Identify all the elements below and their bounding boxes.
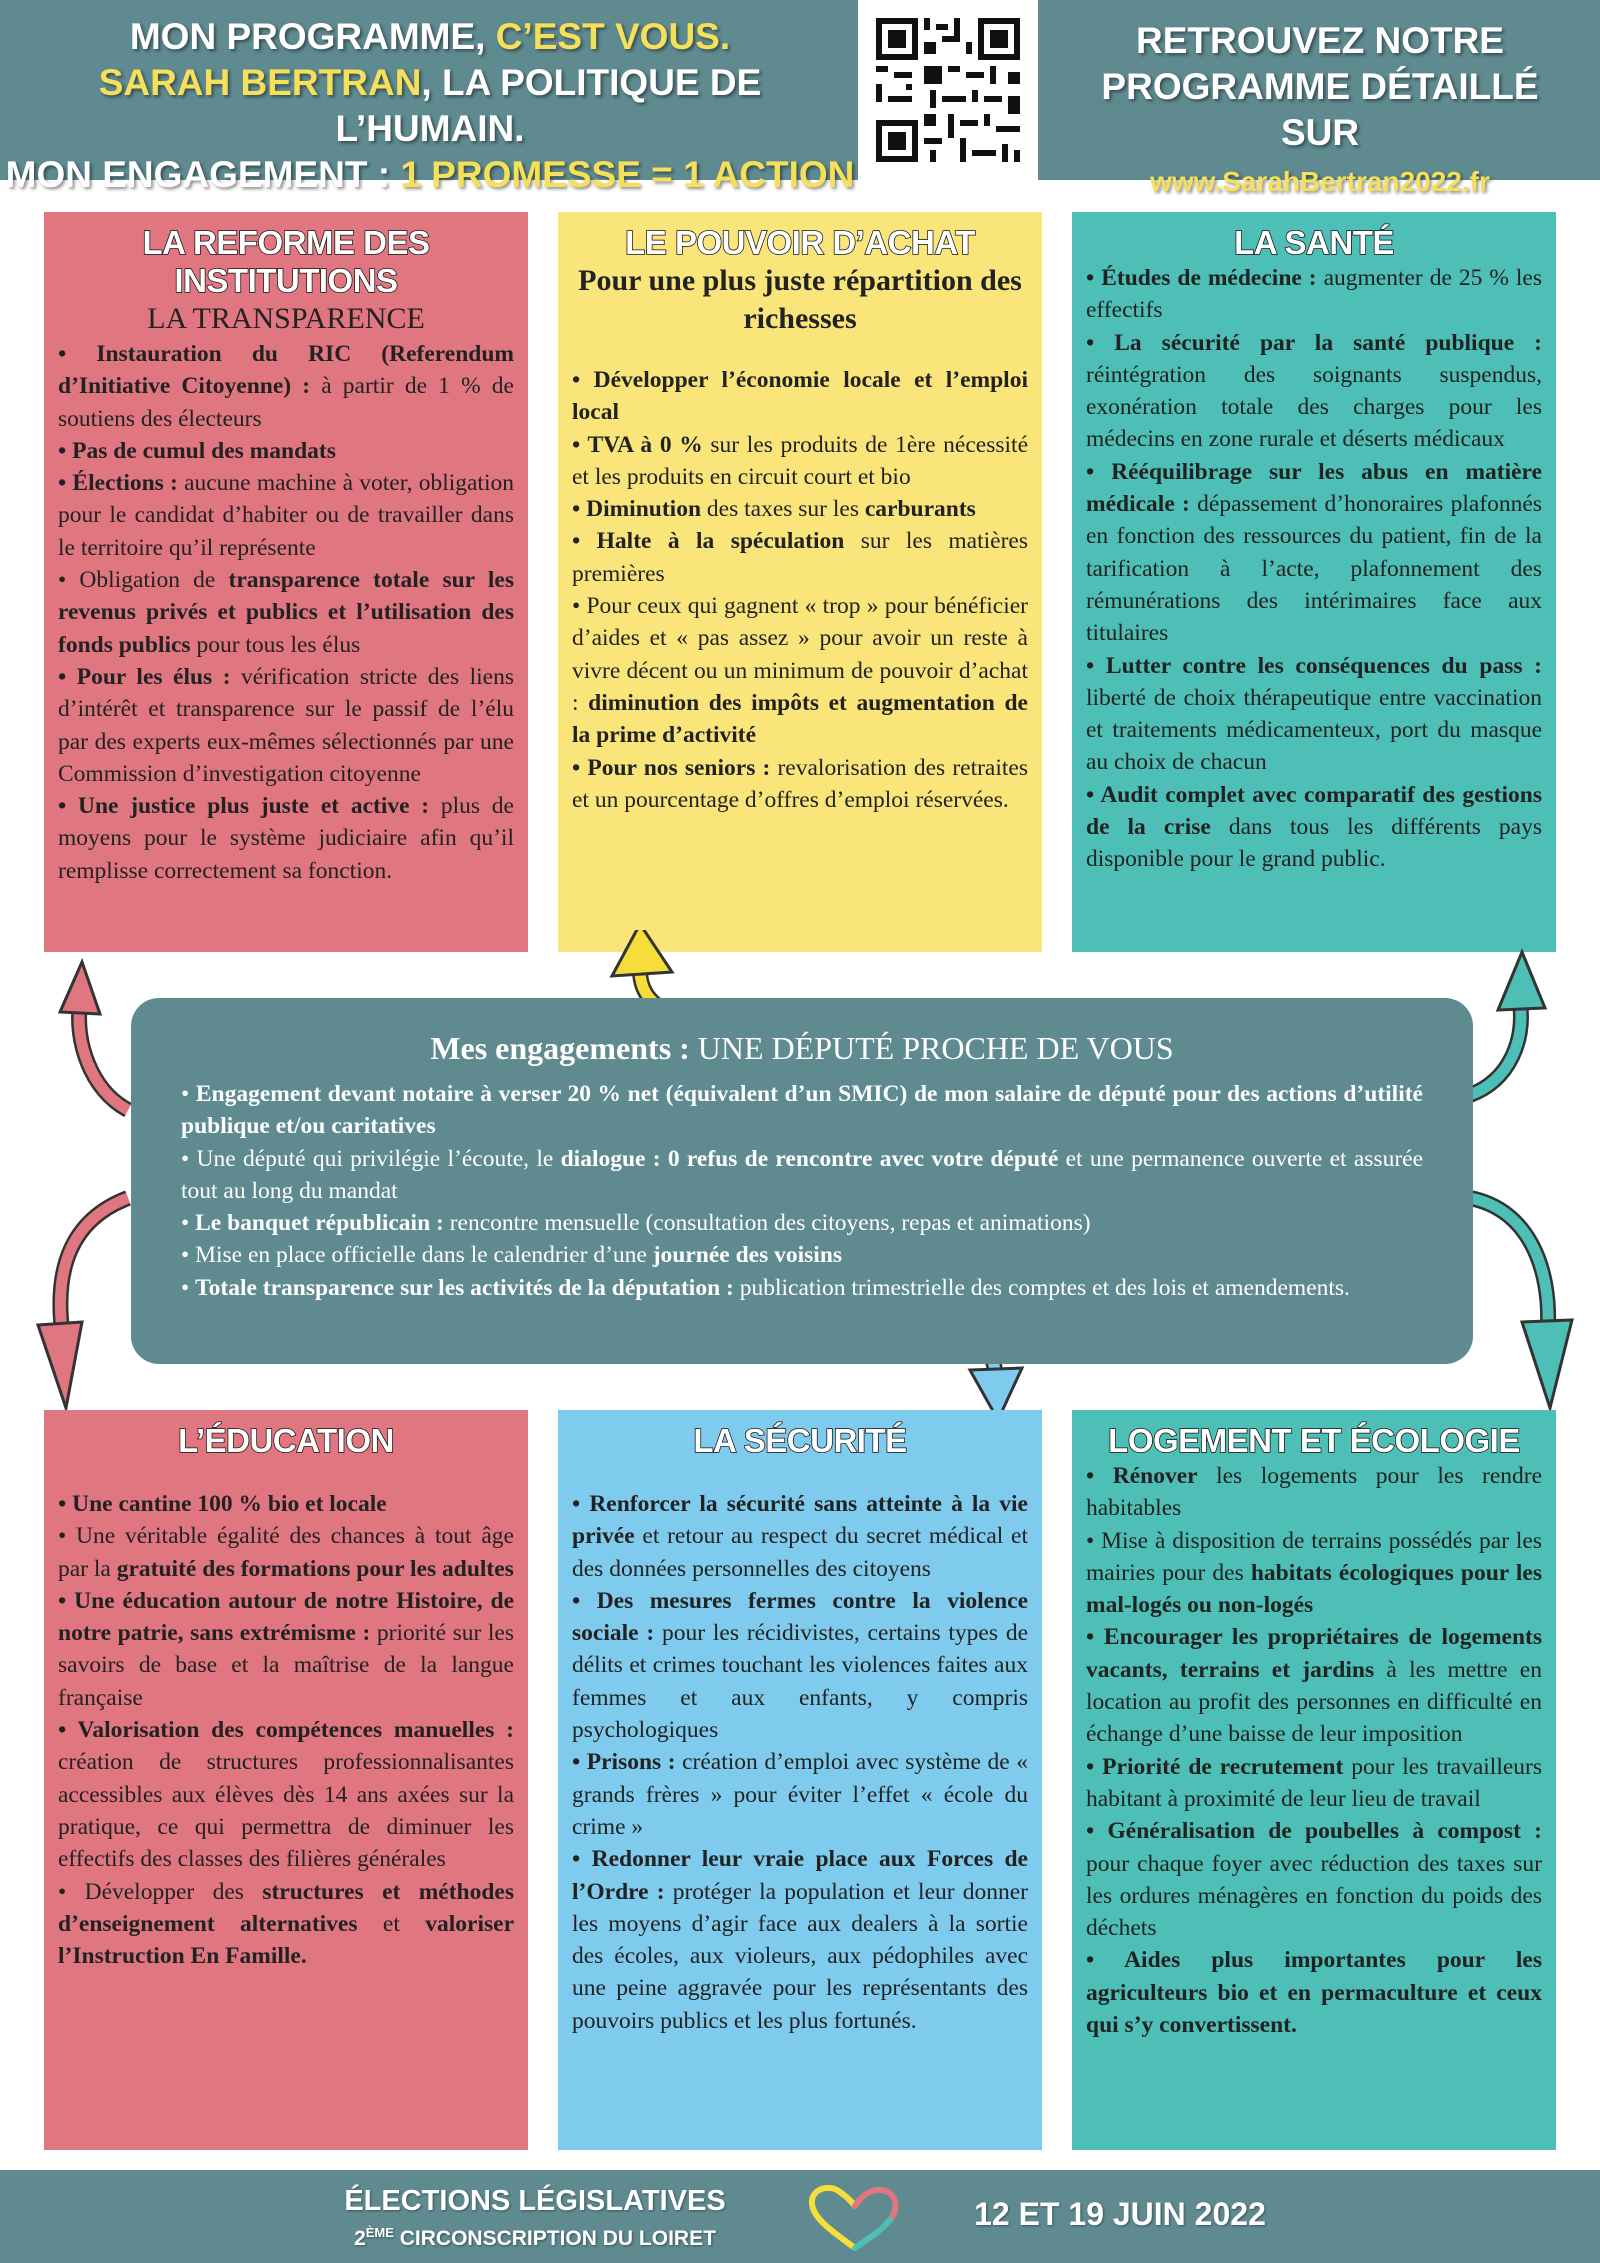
list-item: • Totale transparence sur les activités de la députation : publication trimestrielle des comptes et des lois et amendements. <box>181 1274 1350 1301</box>
securite-list <box>572 1488 1028 2037</box>
list-item: • Mise en place officielle dans le calendrier d’une journée des voisins <box>181 1242 843 1269</box>
heart-logo-icon <box>800 2182 910 2254</box>
footer-election-info <box>330 2184 740 2254</box>
circonscription-label: 2ÈME CIRCONSCRIPTION DU LOIRET <box>354 2225 716 2250</box>
list-item: • Aides plus importantes pour les agriculteurs bio et en permaculture et ceux qui s’y convertissent. <box>1086 1947 1542 2039</box>
list-item: • Engagement devant notaire à verser 20 % net (équivalent d’un SMIC) de mon salaire de député pour des actions d’utilité publique et/ou caritatives <box>181 1081 1423 1140</box>
arrow-down-right-icon <box>1470 1198 1572 1408</box>
list-item: • Redonner leur vraie place aux Forces de l’Ordre : protéger la population et leur donner les moyens d’agir face aux dealers à la sortie des écoles, aux violeurs, aux pédophiles avec une peine aggravée pour les représentants des pouvoirs publics et les plus fortunés. <box>572 1846 1028 2034</box>
footer-banner <box>0 2170 1600 2263</box>
institutions-title-line1: LA REFORME DES <box>142 224 430 261</box>
header-slogan <box>0 14 860 198</box>
securite-box <box>558 1410 1042 2150</box>
pouvoir-achat-box <box>558 212 1042 952</box>
header-website-block <box>1060 18 1580 200</box>
list-item: • Lutter contre les conséquences du pass : liberté de choix thérapeutique entre vaccination et traitements médicamenteux, port du masque au choix de chacun <box>1086 652 1542 776</box>
list-item: • Une député qui privilégie l’écoute, le dialogue : 0 refus de rencontre avec votre député et une permanence ouverte et assurée tout au long du mandat <box>181 1145 1423 1204</box>
education-box <box>44 1410 528 2150</box>
engagements-list <box>181 1078 1423 1304</box>
list-item: • Rénover les logements pour les rendre habitables <box>1086 1463 1543 1522</box>
logement-list <box>1086 1460 1542 2041</box>
website-line2: PROGRAMME DÉTAILLÉ SUR <box>1101 66 1539 153</box>
securite-title: LA SÉCURITÉ <box>693 1422 907 1459</box>
institutions-box <box>44 212 528 952</box>
logement-title: LOGEMENT ET ÉCOLOGIE <box>1108 1422 1520 1459</box>
list-item: • TVA à 0 % sur les produits de 1ère nécessité et les produits en circuit court et bio <box>572 431 1029 490</box>
list-item: • Encourager les propriétaires de logements vacants, terrains et jardins à les mettre en location au profit des personnes en difficulté en échange d’une baisse de leur imposition <box>1086 1624 1542 1748</box>
arrow-up-left-icon <box>60 962 128 1110</box>
website-line1: RETROUVEZ NOTRE <box>1136 20 1504 61</box>
logement-box <box>1072 1410 1556 2150</box>
list-item: • Une justice plus juste et active : plus de moyens pour le système judiciaire afin qu’il remplisse correctement sa fonction. <box>58 793 514 884</box>
institutions-list <box>58 338 514 887</box>
list-item: • Prisons : création d’emploi avec système de « grands frères » pour éviter l’effet « école du crime » <box>572 1749 1028 1840</box>
slogan-line3: MON ENGAGEMENT : <box>5 154 401 195</box>
list-item: • Halte à la spéculation sur les matières premières <box>572 528 1028 587</box>
list-item: • Pour nos seniors : revalorisation des retraites et un pourcentage d’offres d’emploi réservées. <box>572 754 1028 813</box>
website-link[interactable]: www.SarahBertran2022.fr <box>1150 166 1490 197</box>
slogan-line2: , LA POLITIQUE DE L’HUMAIN. <box>335 62 762 149</box>
sante-list <box>1086 262 1542 876</box>
list-item: • Diminution des taxes sur les carburants <box>572 496 976 523</box>
arrow-down-left-icon <box>38 1198 128 1408</box>
qr-code-icon <box>858 0 1038 180</box>
list-item: • Valorisation des compétences manuelles : création de structures professionnalisantes accessibles aux élèves dès 14 ans axées sur la pratique, ce qui permettra de diminuer les effectifs des classes des filières générales <box>58 1717 514 1873</box>
sante-title: LA SANTÉ <box>1234 224 1394 261</box>
sante-box <box>1072 212 1556 952</box>
slogan-line3-accent: 1 PROMESSE = 1 ACTION <box>400 154 855 195</box>
pouvoir-subtitle: Pour une plus juste répartition des richesses <box>578 264 1022 335</box>
institutions-subtitle: LA TRANSPARENCE <box>147 302 425 335</box>
list-item: • La sécurité par la santé publique : réintégration des soignants suspendus, exonération totale des charges pour les médecins en zone rurale et déserts médicaux <box>1086 329 1542 453</box>
list-item: • Une éducation autour de notre Histoire, de notre patrie, sans extrémisme : priorité sur les savoirs de base et la maîtrise de la langue française <box>58 1587 514 1711</box>
list-item: • Instauration du RIC (Referendum d’Initiative Citoyenne) : à partir de 1 % de soutiens des électeurs <box>58 341 514 432</box>
list-item: • Développer l’économie locale et l’emploi local <box>572 367 1028 426</box>
election-dates: 12 ET 19 JUIN 2022 <box>974 2196 1266 2232</box>
list-item: • Le banquet républicain : rencontre mensuelle (consultation des citoyens, repas et animations) <box>181 1210 1091 1237</box>
list-item: • Rééquilibrage sur les abus en matière médicale : dépassement d’honoraires plafonnés en fonction des ressources du patient, fin de la tarification à l’acte, plafonnement des rémunérations des intérimaires face aux titulaires <box>1086 458 1542 647</box>
list-item: • Audit complet avec comparatif des gestions de la crise dans tous les différents pays disponible pour le grand public. <box>1086 781 1542 873</box>
pouvoir-title: LE POUVOIR D’ACHAT <box>625 224 975 261</box>
pouvoir-list <box>572 364 1028 816</box>
list-item: • Études de médecine : augmenter de 25 % les effectifs <box>1086 265 1542 324</box>
slogan-line1-accent: C’EST VOUS. <box>495 16 731 57</box>
qr-code[interactable] <box>858 0 1038 180</box>
institutions-title-line2: INSTITUTIONS <box>174 262 398 299</box>
engagements-panel <box>131 998 1473 1364</box>
list-item: • Une véritable égalité des chances à tout âge par la gratuité des formations pour les adultes <box>58 1523 514 1582</box>
list-item: • Des mesures fermes contre la violence sociale : pour les récidivistes, certains types de délits et crimes touchant les violences faites aux femmes et aux enfants, y compris psychologiques <box>572 1587 1028 1744</box>
engagements-title: Mes engagements : UNE DÉPUTÉ PROCHE DE VOUS <box>430 1030 1174 1066</box>
list-item: • Priorité de recrutement pour les travailleurs habitant à proximité de leur lieu de travail <box>1086 1753 1543 1812</box>
list-item: • Généralisation de poubelles à compost : pour chaque foyer avec réduction des taxes sur les ordures ménagères en fonction du poids des déchets <box>1086 1818 1542 1942</box>
list-item: • Renforcer la sécurité sans atteinte à la vie privée et retour au respect du secret médical et des données personnelles des citoyens <box>572 1491 1028 1582</box>
list-item: • Pas de cumul des mandats <box>58 437 336 464</box>
list-item: • Une cantine 100 % bio et locale <box>58 1491 387 1517</box>
list-item: • Obligation de transparence totale sur les revenus privés et publics et l’utilisation des fonds publics pour tous les élus <box>58 567 514 658</box>
list-item: • Pour ceux qui gagnent « trop » pour bénéficier d’aides et « pas assez » pour avoir un reste à vivre décent ou un minimum de pouvoir d’achat : diminution des impôts et augmentation de la prime d’activité <box>572 593 1028 749</box>
list-item: • Élections : aucune machine à voter, obligation pour le candidat d’habiter ou de travailler dans le territoire qu’il représente <box>58 470 514 561</box>
list-item: • Développer des structures et méthodes d’enseignement alternatives et valoriser l’Instruction En Famille. <box>58 1878 514 1970</box>
arrow-up-right-icon <box>1470 952 1545 1095</box>
election-title: ÉLECTIONS LÉGISLATIVES <box>344 2185 726 2217</box>
slogan-line1: MON PROGRAMME, <box>129 16 496 57</box>
education-list <box>58 1488 514 1972</box>
education-title: L’ÉDUCATION <box>178 1422 394 1459</box>
list-item: • Mise à disposition de terrains possédés par les mairies pour des habitats écologiques pour les mal-logés ou non-logés <box>1086 1527 1542 1619</box>
candidate-name: SARAH BERTRAN <box>98 62 422 103</box>
list-item: • Pour les élus : vérification stricte des liens d’intérêt et transparence sur le passif de l’élu par des experts eux-mêmes sélectionnés par une Commission d’investigation citoyenne <box>58 663 515 787</box>
